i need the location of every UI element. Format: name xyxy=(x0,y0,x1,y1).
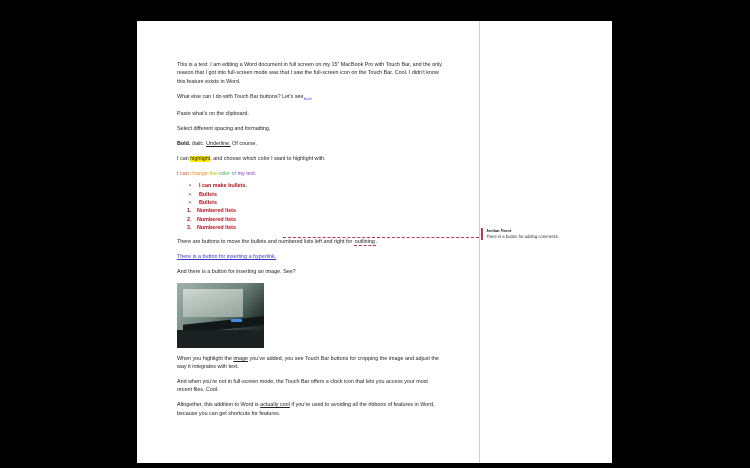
paragraph-highlight xyxy=(177,155,442,163)
outlining-post-text: . xyxy=(375,238,378,245)
markup-pane-divider xyxy=(479,21,480,463)
outlining-pre-text: There are buttons to move the bullets and numbered lists left and right for xyxy=(177,238,354,245)
color-text-5: of xyxy=(230,170,238,177)
touch-bar-button-shape xyxy=(231,319,242,322)
color-text-2: change xyxy=(190,170,208,177)
highlight-pre-text: I can xyxy=(177,155,191,162)
paragraph-what-else-text: What else can I do with Touch Bar buttons? Let’s see xyxy=(177,93,304,100)
numbered-item xyxy=(177,224,442,232)
bullet-and-numbered-lists xyxy=(177,182,442,232)
bullet-item: • I can make bullets. xyxy=(177,182,442,190)
paragraph-intro: This is a test. I am editing a Word document in full screen on my 15” MacBook Pro with Touch Bar, and the only reason that I got into full-screen mode was that I saw the full-screen icon on the Touch Bar. Cool. I didn’t know this feature exists in Word. xyxy=(177,62,442,85)
comment-connector-line xyxy=(283,237,479,238)
cropping-pre-text: When you highlight the xyxy=(177,355,234,362)
color-text-1: I can xyxy=(177,170,191,177)
paragraph-colors xyxy=(177,170,442,178)
image-underlined-text: image xyxy=(233,355,249,362)
paragraph-cropping xyxy=(177,355,442,372)
bold-text: Bold. xyxy=(177,140,191,147)
paragraph-clock: And when you’re not in full-screen mode, the Touch Bar offers a clock icon that lets you access your most recent files. Cool. xyxy=(177,379,428,394)
paragraph-image: And there is a button for inserting an image. See? xyxy=(177,268,296,275)
numbered-item-text: Numbered lists xyxy=(197,225,236,232)
paragraph-outlining xyxy=(177,238,442,246)
italic-text: Italic. xyxy=(191,140,205,147)
conclusion-pre-text: Altogether, this addition to Word is xyxy=(177,402,261,409)
comment-balloon[interactable] xyxy=(481,228,606,240)
cropping-post-text: you’ve added, you see Touch Bar buttons for cropping the image and adjust the way it integrates with text. xyxy=(177,355,439,371)
bold-small-text: Bold xyxy=(303,95,312,101)
paragraph-formatting xyxy=(177,140,442,148)
color-text-3: the xyxy=(207,170,219,177)
number-marker: 1. xyxy=(187,208,192,215)
paragraph-hyperlink xyxy=(177,253,442,261)
numbered-item xyxy=(177,216,442,224)
paragraph-what-else xyxy=(177,93,442,103)
color-text-7: . xyxy=(254,170,257,177)
highlight-post-text: , and choose which color I want to highlight with. xyxy=(210,155,326,162)
paragraph-spacing: Select different spacing and formatting. xyxy=(177,125,271,132)
keyboard-shape xyxy=(177,330,264,348)
conclusion-post-text: if you’re used to avoiding all the ribbons of features in Word, because you can get shortcuts for features. xyxy=(177,402,435,417)
paragraph-conclusion xyxy=(177,401,442,418)
comment-author: Jordan Novet xyxy=(486,228,512,233)
paragraph-paste: Paste what’s on the clipboard. xyxy=(177,110,249,117)
number-marker: 3. xyxy=(187,225,192,232)
numbered-item-text: Numbered lists xyxy=(197,216,236,223)
comment-anchor[interactable]: outlining xyxy=(354,238,375,245)
hyperlink[interactable]: There is a button for inserting a hyperlink. xyxy=(177,253,277,260)
actually-cool-text: actually cool xyxy=(260,402,290,409)
numbered-item-text: Numbered lists xyxy=(197,208,236,215)
numbered-item xyxy=(177,207,442,215)
document-page[interactable] xyxy=(137,21,612,463)
macbook-touch-bar-photo[interactable] xyxy=(177,283,264,348)
underline-text: Underline. xyxy=(206,140,231,147)
number-marker: 2. xyxy=(187,216,192,223)
bullet-item: • Bullets xyxy=(177,191,442,199)
highlighted-text: highlight xyxy=(190,155,211,162)
of-course-text: Of course. xyxy=(232,140,258,147)
bullet-item: • Bullets xyxy=(177,199,442,207)
color-text-6: my text xyxy=(237,170,255,177)
color-text-4: color xyxy=(218,170,231,177)
comment-text: There is a button for adding comments. xyxy=(486,234,559,239)
laptop-screen-shape xyxy=(183,289,243,317)
document-body[interactable] xyxy=(177,61,442,425)
